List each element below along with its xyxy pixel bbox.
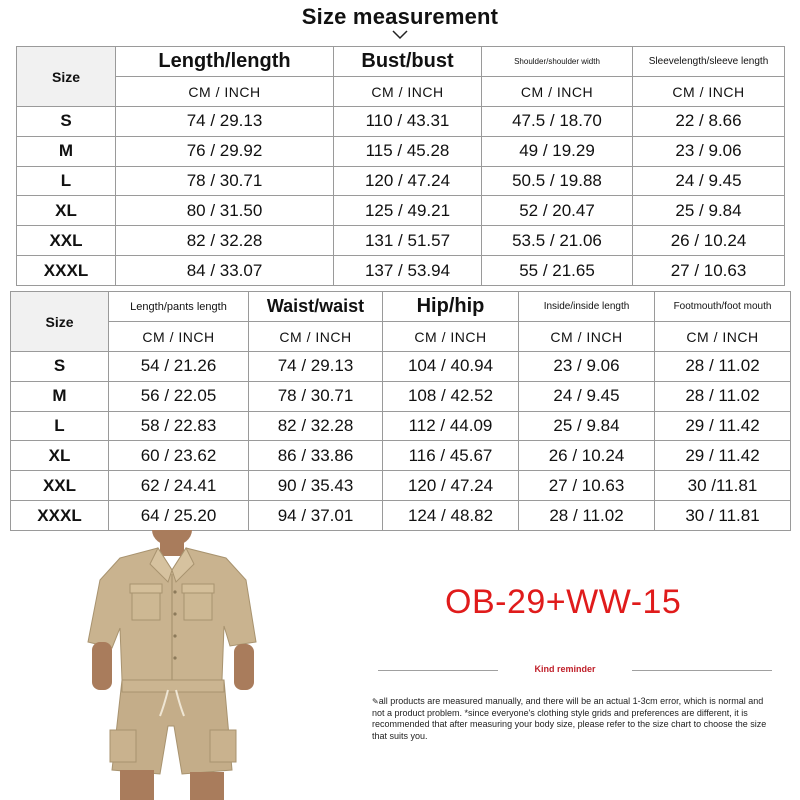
top-size-table xyxy=(16,46,785,286)
size-cell: M xyxy=(17,136,116,166)
column-header: Sleevelength/sleeve length xyxy=(633,47,785,77)
size-cell: XL xyxy=(17,196,116,226)
reminder-note-text: all products are measured manually, and there will be an actual 1-3cm error, which is normal and not a product problem. *since everyone's clothing style grids and preferences are different, it is recommended that after measuring your body size, please refer to the size chart to choose the size that suits you. xyxy=(372,696,767,741)
value-cell: 23 / 9.06 xyxy=(633,136,785,166)
page-title: Size measurement xyxy=(301,4,499,29)
value-cell: 47.5 / 18.70 xyxy=(482,107,633,137)
table-row xyxy=(17,136,785,166)
unit-label: CM / INCH xyxy=(109,322,249,352)
size-cell: XXXL xyxy=(17,256,116,286)
value-cell: 80 / 31.50 xyxy=(116,196,334,226)
value-cell: 115 / 45.28 xyxy=(334,136,482,166)
value-cell: 76 / 29.92 xyxy=(116,136,334,166)
value-cell: 29 / 11.42 xyxy=(655,411,791,441)
value-cell: 60 / 23.62 xyxy=(109,441,249,471)
value-cell: 24 / 9.45 xyxy=(519,381,655,411)
value-cell: 82 / 32.28 xyxy=(249,411,383,441)
unit-label: CM / INCH xyxy=(519,322,655,352)
value-cell: 64 / 25.20 xyxy=(109,501,249,531)
size-cell: S xyxy=(11,352,109,382)
value-cell: 120 / 47.24 xyxy=(334,166,482,196)
value-cell: 27 / 10.63 xyxy=(519,471,655,501)
value-cell: 54 / 21.26 xyxy=(109,352,249,382)
column-header: Bust/bust xyxy=(334,47,482,77)
value-cell: 24 / 9.45 xyxy=(633,166,785,196)
value-cell: 120 / 47.24 xyxy=(383,471,519,501)
value-cell: 25 / 9.84 xyxy=(633,196,785,226)
size-cell: L xyxy=(17,166,116,196)
column-header: Footmouth/foot mouth xyxy=(655,292,791,322)
value-cell: 86 / 33.86 xyxy=(249,441,383,471)
value-cell: 131 / 51.57 xyxy=(334,226,482,256)
table-row xyxy=(17,166,785,196)
column-header: Hip/hip xyxy=(383,292,519,322)
value-cell: 27 / 10.63 xyxy=(633,256,785,286)
table-row xyxy=(11,441,791,471)
column-header: Inside/inside length xyxy=(519,292,655,322)
table-row xyxy=(11,471,791,501)
product-code: OB-29+WW-15 xyxy=(445,583,682,621)
value-cell: 124 / 48.82 xyxy=(383,501,519,531)
value-cell: 82 / 32.28 xyxy=(116,226,334,256)
value-cell: 30 / 11.81 xyxy=(655,501,791,531)
unit-label: CM / INCH xyxy=(334,77,482,107)
value-cell: 116 / 45.67 xyxy=(383,441,519,471)
product-photo xyxy=(60,530,290,800)
value-cell: 110 / 43.31 xyxy=(334,107,482,137)
value-cell: 62 / 24.41 xyxy=(109,471,249,501)
chevron-down-icon xyxy=(392,30,408,40)
value-cell: 30 /11.81 xyxy=(655,471,791,501)
column-header: Shoulder/shoulder width xyxy=(482,47,633,77)
value-cell: 53.5 / 21.06 xyxy=(482,226,633,256)
value-cell: 90 / 35.43 xyxy=(249,471,383,501)
size-cell: XL xyxy=(11,441,109,471)
divider-right xyxy=(632,670,772,671)
value-cell: 52 / 20.47 xyxy=(482,196,633,226)
size-cell: XXL xyxy=(17,226,116,256)
reminder-note xyxy=(372,696,772,742)
value-cell: 50.5 / 19.88 xyxy=(482,166,633,196)
size-cell: S xyxy=(17,107,116,137)
table-row xyxy=(17,107,785,137)
column-header: Length/length xyxy=(116,47,334,77)
divider-left xyxy=(378,670,498,671)
value-cell: 28 / 11.02 xyxy=(519,501,655,531)
value-cell: 25 / 9.84 xyxy=(519,411,655,441)
table-row xyxy=(11,501,791,531)
bottom-size-table xyxy=(10,291,791,531)
value-cell: 22 / 8.66 xyxy=(633,107,785,137)
value-cell: 94 / 37.01 xyxy=(249,501,383,531)
size-header: Size xyxy=(17,47,116,107)
size-header: Size xyxy=(11,292,109,352)
value-cell: 58 / 22.83 xyxy=(109,411,249,441)
size-cell: M xyxy=(11,381,109,411)
value-cell: 28 / 11.02 xyxy=(655,352,791,382)
kind-reminder-label: Kind reminder xyxy=(534,664,596,674)
value-cell: 74 / 29.13 xyxy=(116,107,334,137)
column-header: Length/pants length xyxy=(109,292,249,322)
value-cell: 56 / 22.05 xyxy=(109,381,249,411)
value-cell: 26 / 10.24 xyxy=(519,441,655,471)
column-header: Waist/waist xyxy=(249,292,383,322)
value-cell: 23 / 9.06 xyxy=(519,352,655,382)
value-cell: 104 / 40.94 xyxy=(383,352,519,382)
value-cell: 137 / 53.94 xyxy=(334,256,482,286)
value-cell: 125 / 49.21 xyxy=(334,196,482,226)
table-row xyxy=(11,411,791,441)
value-cell: 78 / 30.71 xyxy=(116,166,334,196)
size-cell: XXL xyxy=(11,471,109,501)
value-cell: 29 / 11.42 xyxy=(655,441,791,471)
value-cell: 84 / 33.07 xyxy=(116,256,334,286)
unit-label: CM / INCH xyxy=(482,77,633,107)
unit-label: CM / INCH xyxy=(383,322,519,352)
value-cell: 28 / 11.02 xyxy=(655,381,791,411)
table-row xyxy=(11,352,791,382)
unit-label: CM / INCH xyxy=(633,77,785,107)
value-cell: 112 / 44.09 xyxy=(383,411,519,441)
unit-label: CM / INCH xyxy=(655,322,791,352)
unit-label: CM / INCH xyxy=(249,322,383,352)
size-cell: L xyxy=(11,411,109,441)
pencil-icon: ✎ xyxy=(372,697,379,706)
table-row xyxy=(17,196,785,226)
size-cell: XXXL xyxy=(11,501,109,531)
value-cell: 78 / 30.71 xyxy=(249,381,383,411)
value-cell: 49 / 19.29 xyxy=(482,136,633,166)
table-row xyxy=(17,226,785,256)
table-row xyxy=(17,256,785,286)
value-cell: 74 / 29.13 xyxy=(249,352,383,382)
value-cell: 108 / 42.52 xyxy=(383,381,519,411)
value-cell: 55 / 21.65 xyxy=(482,256,633,286)
value-cell: 26 / 10.24 xyxy=(633,226,785,256)
table-row xyxy=(11,381,791,411)
unit-label: CM / INCH xyxy=(116,77,334,107)
